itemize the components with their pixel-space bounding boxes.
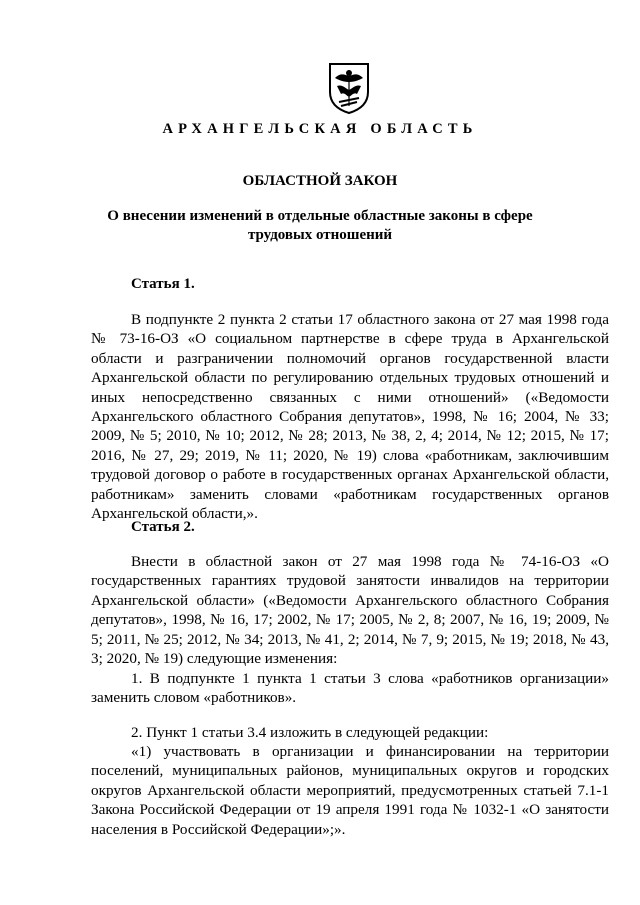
article-2-intro-paragraph: Внести в областной закон от 27 мая 1998 года № 74-16-ОЗ «О государственных гарантиях трудовой занятости инвалидов на территории Архангельской области» («Ведомости Архангельского областного Собрания депутатов», 1998, № 16, 17; 2002, № 17; 2005, № 2, 8; 2007, № 16, 19; 2009, № 5; 2011, № 25; 2012, № 34; 2013, № 41, 2; 2014, № 7, 9; 2015, № 19; 2018, № 43, 3; 2020, № 19) следующие изменения: bbox=[91, 553, 609, 668]
article-2-heading: Статья 2. bbox=[131, 519, 195, 535]
coat-of-arms-icon bbox=[327, 62, 371, 114]
article-1-heading: Статья 1. bbox=[131, 276, 195, 292]
document-title: О внесении изменений в отдельные областные законы в сфере трудовых отношений bbox=[107, 208, 533, 243]
region-name: АРХАНГЕЛЬСКАЯ ОБЛАСТЬ bbox=[162, 121, 478, 137]
document-type: ОБЛАСТНОЙ ЗАКОН bbox=[242, 173, 398, 189]
article-1-paragraph: В подпункте 2 пункта 2 статьи 17 областного закона от 27 мая 1998 года № 73-16-ОЗ «О социальном партнерстве в сфере труда в Архангельской области и разграничении полномочий органов государственной власти Архангельской области по регулированию отдельных трудовых отношений и иных непосредственно связанных с ними отношений» («Ведомости Архангельского областного Собрания депутатов», 1998, № 16; 2004, № 33; 2009, № 5; 2010, № 10; 2012, № 28; 2013, № 38, 2, 4; 2014, № 12; 2015, № 17; 2016, № 27, 29; 2019, № 11; 2020, № 19) слова «работникам, заключившим трудовой договор о работе в государственных органах Архангельской области, работникам» заменить словами «работникам государственных органов Архангельской области,». bbox=[91, 311, 609, 523]
article-2-quoted-text: «1) участвовать в организации и финансировании на территории поселений, муниципальных районов, муниципальных округов и городских округов Архангельской области мероприятий, предусмотренных статьей 7.1-1 Закона Российской Федерации от 19 апреля 1991 года № 1032-1 «О занятости населения в Российской Федерации»;». bbox=[91, 743, 609, 838]
article-2-item-2: 2. Пункт 1 статьи 3.4 изложить в следующей редакции: bbox=[131, 724, 489, 741]
article-2-item-1: 1. В подпункте 1 пункта 1 статьи 3 слова «работников организации» заменить словом «работников». bbox=[91, 670, 609, 707]
